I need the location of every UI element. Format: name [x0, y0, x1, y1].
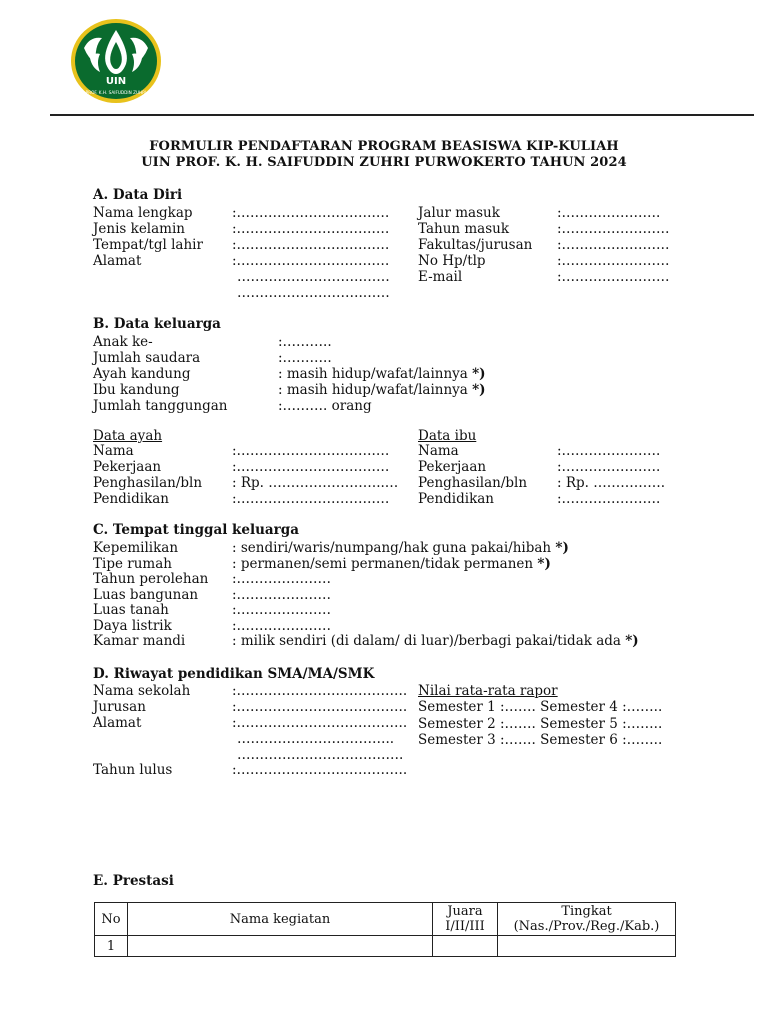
field-label: Pekerjaan: [418, 459, 487, 475]
field-label: Kepemilikan: [93, 540, 179, 556]
field-label: Penghasilan/bln: [93, 475, 203, 491]
field-label: Luas tanah: [93, 602, 169, 618]
field-label: Nama lengkap: [93, 205, 193, 221]
field-label: Tahun lulus: [93, 762, 173, 778]
cell-juara[interactable]: [433, 936, 498, 957]
prestasi-header-row: [95, 903, 676, 936]
field-label: Tipe rumah: [93, 555, 172, 572]
field-value-text: :………..: [278, 334, 332, 350]
field-value-text: :………. orang: [278, 398, 372, 414]
field-value[interactable]: :………………………………..: [232, 699, 408, 715]
address-continuation[interactable]: ……………………….……: [237, 285, 390, 301]
field-value[interactable]: :………………………………..: [232, 762, 408, 778]
field-label: Kamar mandi: [93, 633, 186, 649]
section-e-title: E. Prestasi: [93, 873, 174, 889]
field-label: Penghasilan/bln: [418, 475, 528, 491]
field-value-text: : permanen/semi permanen/tidak permanen: [232, 555, 538, 572]
field-label: Ayah kandung: [93, 366, 191, 382]
cell-nama[interactable]: [128, 936, 433, 957]
field-label: Pekerjaan: [93, 459, 162, 475]
field-value-text: : masih hidup/wafat/lainnya: [278, 382, 473, 398]
field-value[interactable]: :………………………….…: [232, 237, 390, 253]
field-label: Jalur masuk: [418, 205, 500, 221]
field-value-text: :…………………: [232, 571, 332, 587]
data-ayah-title: Data ayah: [93, 428, 163, 444]
cell-no: 1: [95, 936, 128, 957]
field-value[interactable]: [232, 633, 639, 649]
field-value[interactable]: :……………………: [557, 221, 670, 237]
field-value[interactable]: [278, 334, 332, 350]
field-value-asterisk: *): [472, 366, 486, 382]
field-value[interactable]: : Rp. ……………………..…: [232, 475, 399, 491]
address-continuation[interactable]: ……………………………….: [237, 747, 404, 763]
field-value[interactable]: :……………………: [557, 269, 670, 285]
field-label: Pendidikan: [418, 491, 495, 507]
header-nama-kegiatan: Nama kegiatan: [128, 903, 433, 936]
rapor-semester-row[interactable]: Semester 2 :……. Semester 5 :……..: [418, 715, 663, 732]
field-value[interactable]: [232, 556, 551, 572]
svg-text:PROF. K.H. SAIFUDDIN ZUHRI: PROF. K.H. SAIFUDDIN ZUHRI: [85, 90, 147, 95]
address-continuation[interactable]: ……………………….……: [237, 269, 390, 285]
field-value-text: :………..: [278, 350, 332, 366]
field-label: Nama sekolah: [93, 683, 191, 699]
field-value-text: : sendiri/waris/numpang/hak guna pakai/hibah: [232, 540, 556, 556]
field-label: Tempat/tgl lahir: [93, 237, 203, 253]
form-title-line1: FORMULIR PENDAFTARAN PROGRAM BEASISWA KIP-KULIAH: [149, 139, 619, 154]
section-b-title: B. Data keluarga: [93, 316, 221, 332]
table-row: [95, 936, 676, 957]
field-label: E-mail: [418, 269, 463, 285]
field-value[interactable]: :………………………….…: [232, 443, 390, 459]
field-label: Nama: [93, 443, 134, 459]
field-value[interactable]: [232, 587, 331, 603]
field-value-text: :…………………: [232, 602, 332, 618]
uin-logo: [70, 18, 162, 104]
field-value[interactable]: :………………………….…: [232, 205, 390, 221]
rapor-semester-row[interactable]: Semester 3 :……. Semester 6 :……..: [418, 732, 663, 748]
field-label: Ibu kandung: [93, 382, 180, 398]
data-ibu-title: Data ibu: [418, 428, 477, 444]
field-value[interactable]: :………………………….…: [232, 253, 390, 269]
header-juara: Juara I/II/III: [433, 903, 498, 936]
field-label: Tahun masuk: [418, 221, 510, 237]
field-value[interactable]: [278, 398, 372, 414]
field-value[interactable]: :………………….: [557, 205, 661, 221]
field-label: Alamat: [93, 253, 142, 269]
prestasi-table: [94, 902, 676, 957]
field-value[interactable]: :………………………….…: [232, 221, 390, 237]
field-value[interactable]: :……………………: [557, 237, 670, 253]
field-value[interactable]: :………………………….…: [232, 491, 390, 507]
field-label: Jumlah tanggungan: [93, 398, 228, 414]
header-rule: [50, 114, 754, 116]
form-title-line2: UIN PROF. K. H. SAIFUDDIN ZUHRI PURWOKERTO TAHUN 2024: [141, 155, 627, 170]
field-label: Fakultas/jurusan: [418, 237, 533, 253]
field-label: Luas bangunan: [93, 586, 199, 603]
field-value[interactable]: : Rp. …………….: [557, 475, 666, 491]
field-value[interactable]: :………………………………..: [232, 683, 408, 699]
section-c-title: C. Tempat tinggal keluarga: [93, 522, 299, 538]
header-no: No: [95, 903, 128, 936]
address-continuation[interactable]: ……………………………..: [237, 731, 395, 747]
field-value[interactable]: [232, 618, 331, 634]
section-a-title: A. Data Diri: [93, 187, 183, 203]
rapor-semester-row[interactable]: Semester 1 :……. Semester 4 :……..: [418, 699, 663, 715]
field-value-text: :…………………: [232, 617, 332, 634]
rapor-title: Nilai rata-rata rapor: [418, 683, 558, 699]
field-value[interactable]: :………………….: [557, 459, 661, 475]
field-label: Nama: [418, 443, 459, 459]
field-value-asterisk: *): [472, 382, 486, 398]
field-label: Jurusan: [93, 699, 146, 715]
section-d-title: D. Riwayat pendidikan SMA/MA/SMK: [93, 666, 375, 682]
field-label: Jumlah saudara: [93, 350, 201, 366]
cell-tingkat[interactable]: [498, 936, 676, 957]
field-label: Alamat: [93, 715, 142, 731]
field-value[interactable]: :………………………….…: [232, 459, 390, 475]
field-label: Tahun perolehan: [93, 571, 209, 587]
field-label: Jenis kelamin: [93, 221, 185, 237]
field-value[interactable]: [232, 602, 331, 618]
field-label: Anak ke-: [93, 334, 153, 350]
field-value-asterisk: *): [537, 555, 551, 572]
field-value-text: : masih hidup/wafat/lainnya: [278, 366, 473, 382]
field-value[interactable]: [278, 366, 486, 382]
field-label: Pendidikan: [93, 491, 170, 507]
field-value[interactable]: [232, 571, 331, 587]
field-value-asterisk: *): [625, 633, 639, 649]
field-value[interactable]: [278, 382, 486, 398]
field-value-text: :…………………: [232, 586, 332, 603]
header-tingkat: Tingkat (Nas./Prov./Reg./Kab.): [498, 903, 676, 936]
field-value[interactable]: :………………………………..: [232, 715, 408, 731]
field-value[interactable]: :……………………: [557, 253, 670, 269]
field-label: Daya listrik: [93, 617, 172, 634]
field-value[interactable]: [232, 540, 569, 556]
field-value[interactable]: :………………….: [557, 491, 661, 507]
field-value-asterisk: *): [555, 540, 569, 556]
field-value-text: : milik sendiri (di dalam/ di luar)/berbagi pakai/tidak ada: [232, 633, 626, 649]
field-value[interactable]: [278, 350, 332, 366]
field-value[interactable]: :………………….: [557, 443, 661, 459]
field-label: No Hp/tlp: [418, 253, 486, 269]
svg-text:UIN: UIN: [105, 76, 127, 87]
